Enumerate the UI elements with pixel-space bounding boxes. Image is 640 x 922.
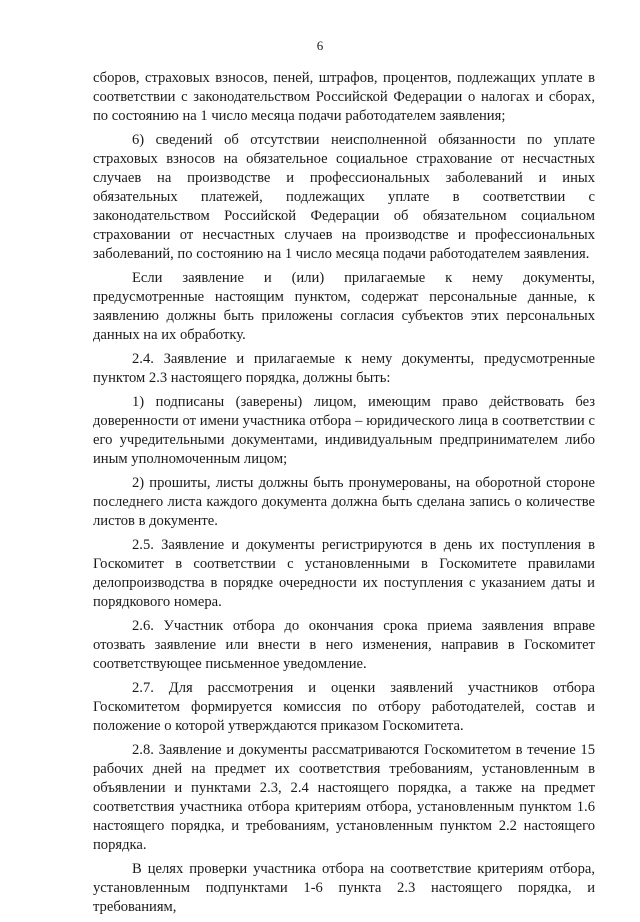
page-number: 6 <box>316 38 324 53</box>
paragraph-2-5: 2.5. Заявление и документы регистрируются в день их поступления в Госкомитет в соответствии с установленными в Госкомитете правилами делопроизводства в порядке очередности их поступления с указанием даты и порядкового номера. <box>93 537 595 610</box>
paragraph-2-8: 2.8. Заявление и документы рассматриваются Госкомитетом в течение 15 рабочих дней на предмет их соответствия требованиям, установленным в объявлении и пунктами 2.3, 2.4 настоящего порядка, а также на предмет соответствия участника отбора критериям отбора, установленным пунктом 1.6 настоящего порядка, и требованиям, установленным пунктом 2.2 настоящего порядка. <box>93 742 595 853</box>
paragraph-item-6: 6) сведений об отсутствии неисполненной обязанности по уплате страховых взносов на обязательное социальное страхование от несчастных случаев на производстве и профессиональных заболеваний и иных обязательных платежей, подлежащих уплате в соответствии с законодательством Российской Федерации об обязательном социальном страховании от несчастных случаев на производстве и профессиональных заболеваний, по состоянию на 1 число месяца подачи работодателем заявления. <box>93 132 595 262</box>
paragraph-verification: В целях проверки участника отбора на соответствие критериям отбора, установленным подпунктами 1-6 пункта 2.3 настоящего порядка, и требованиям, <box>93 861 595 915</box>
paragraph-personal-data: Если заявление и (или) прилагаемые к нему документы, предусмотренные настоящим пунктом, содержат персональные данные, к заявлению должны быть приложены согласия субъектов этих персональных данных на их обработку. <box>93 270 595 343</box>
paragraph-2-4-item-1: 1) подписаны (заверены) лицом, имеющим право действовать без доверенности от имени участника отбора – юридического лица в соответствии с его учредительными документами, индивидуальным предпринимателем либо иным уполномоченным лицом; <box>93 394 595 467</box>
paragraph-2-4: 2.4. Заявление и прилагаемые к нему документы, предусмотренные пунктом 2.3 настоящего порядка, должны быть: <box>93 351 595 386</box>
paragraph-2-6: 2.6. Участник отбора до окончания срока приема заявления вправе отозвать заявление или внести в него изменения, направив в Госкомитет соответствующее письменное уведомление. <box>93 618 595 672</box>
paragraph-2-7: 2.7. Для рассмотрения и оценки заявлений участников отбора Госкомитетом формируется комиссия по отбору работодателей, состав и положение о которой утверждаются приказом Госкомитета. <box>93 680 595 734</box>
paragraph-continuation: сборов, страховых взносов, пеней, штрафов, процентов, подлежащих уплате в соответствии с законодательством Российской Федерации о налогах и сборах, по состоянию на 1 число месяца подачи работодателем заявления; <box>93 70 595 124</box>
paragraph-2-4-item-2: 2) прошиты, листы должны быть пронумерованы, на оборотной стороне последнего листа каждого документа должна быть сделана запись о количестве листов в документе. <box>93 475 595 529</box>
document-body <box>93 69 595 922</box>
